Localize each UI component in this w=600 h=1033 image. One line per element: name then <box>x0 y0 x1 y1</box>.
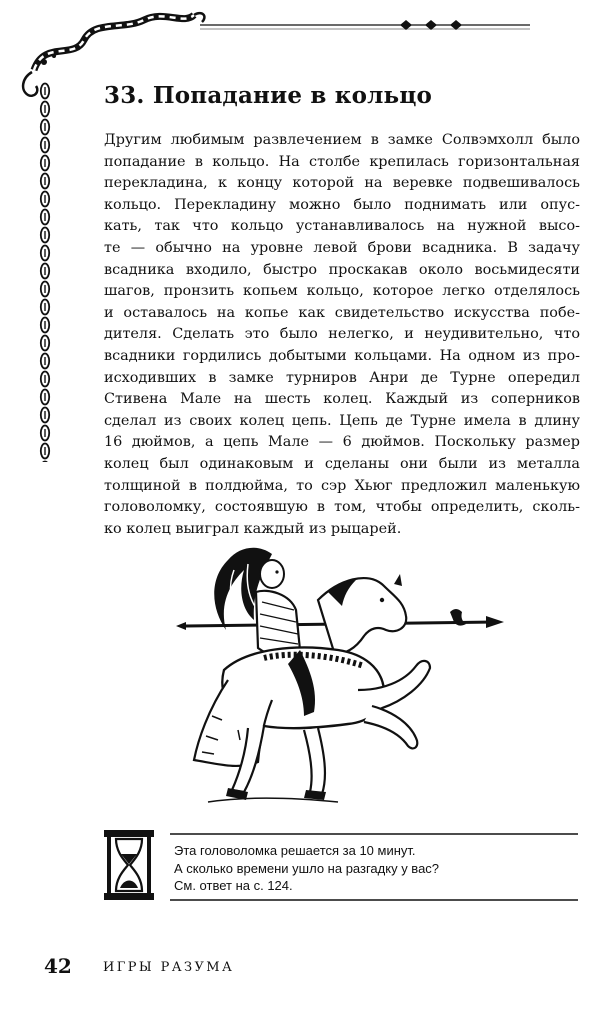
chain-ornament-icon <box>38 82 52 462</box>
body-line: ко колец выиграл каждый из рыцарей. <box>104 520 402 537</box>
puzzle-title: 33. Попадание в кольцо <box>104 82 433 109</box>
knight-illustration-icon <box>168 540 508 820</box>
body-line: попадание в кольцо. На столбе крепилась горизонтальная <box>104 153 580 170</box>
body-line: шагов, пронзить копьем кольцо, которое легко отделялось <box>104 283 580 300</box>
body-line: те — обычно на уровне левой брови всадника. В задачу <box>104 239 580 256</box>
page-number: 42 <box>44 954 72 978</box>
body-line: Стивена Мале на шесть колец. Каждый из соперников <box>104 391 580 408</box>
timer-line-3: См. ответ на с. 124. <box>174 878 293 893</box>
decorative-divider-icon <box>200 12 540 38</box>
body-line: кольцо. Перекладину можно было поднимать или опус- <box>104 196 580 213</box>
body-line: всадники гордились добытыми кольцами. На одном из про- <box>104 347 580 364</box>
body-line: дителя. Сделать это было нелегко, и неудивительно, что <box>104 326 580 343</box>
book-title: ИГРЫ РАЗУМА <box>103 960 235 975</box>
puzzle-body <box>104 130 580 540</box>
body-line: толщиной в полдюйма, то сэр Хьюг предложил маленькую <box>104 477 580 494</box>
body-line: колец был одинаковым и сделаны они были из металла <box>104 455 580 472</box>
body-line: исходивших в замке турниров Анри де Турне опередил <box>104 369 580 386</box>
body-line: сделал из своих колец цепь. Цепь де Турне имела в длину <box>104 412 580 429</box>
body-line: кать, так что кольцо устанавливалось на нужной высо- <box>104 218 580 235</box>
timer-text <box>174 842 574 895</box>
body-line: 16 дюймов, а цепь Мале — 6 дюймов. Поскольку размер <box>104 434 580 451</box>
body-line: всадника входило, быстро проскакав около восьмидесяти <box>104 261 580 278</box>
hourglass-icon <box>104 830 154 900</box>
body-line: головоломку, состоявшую в том, чтобы определить, сколь- <box>104 499 580 516</box>
body-line: и оставалось на копье как свидетельство искусства побе- <box>104 304 580 321</box>
timer-line-1: Эта головоломка решается за 10 минут. <box>174 843 416 858</box>
body-line: перекладина, к концу которой на веревке подвешивалось <box>104 175 580 192</box>
body-line: Другим любимым развлечением в замке Солвэмхолл было <box>104 132 580 148</box>
timer-line-2: А сколько времени ушло на разгадку у вас? <box>174 860 440 876</box>
